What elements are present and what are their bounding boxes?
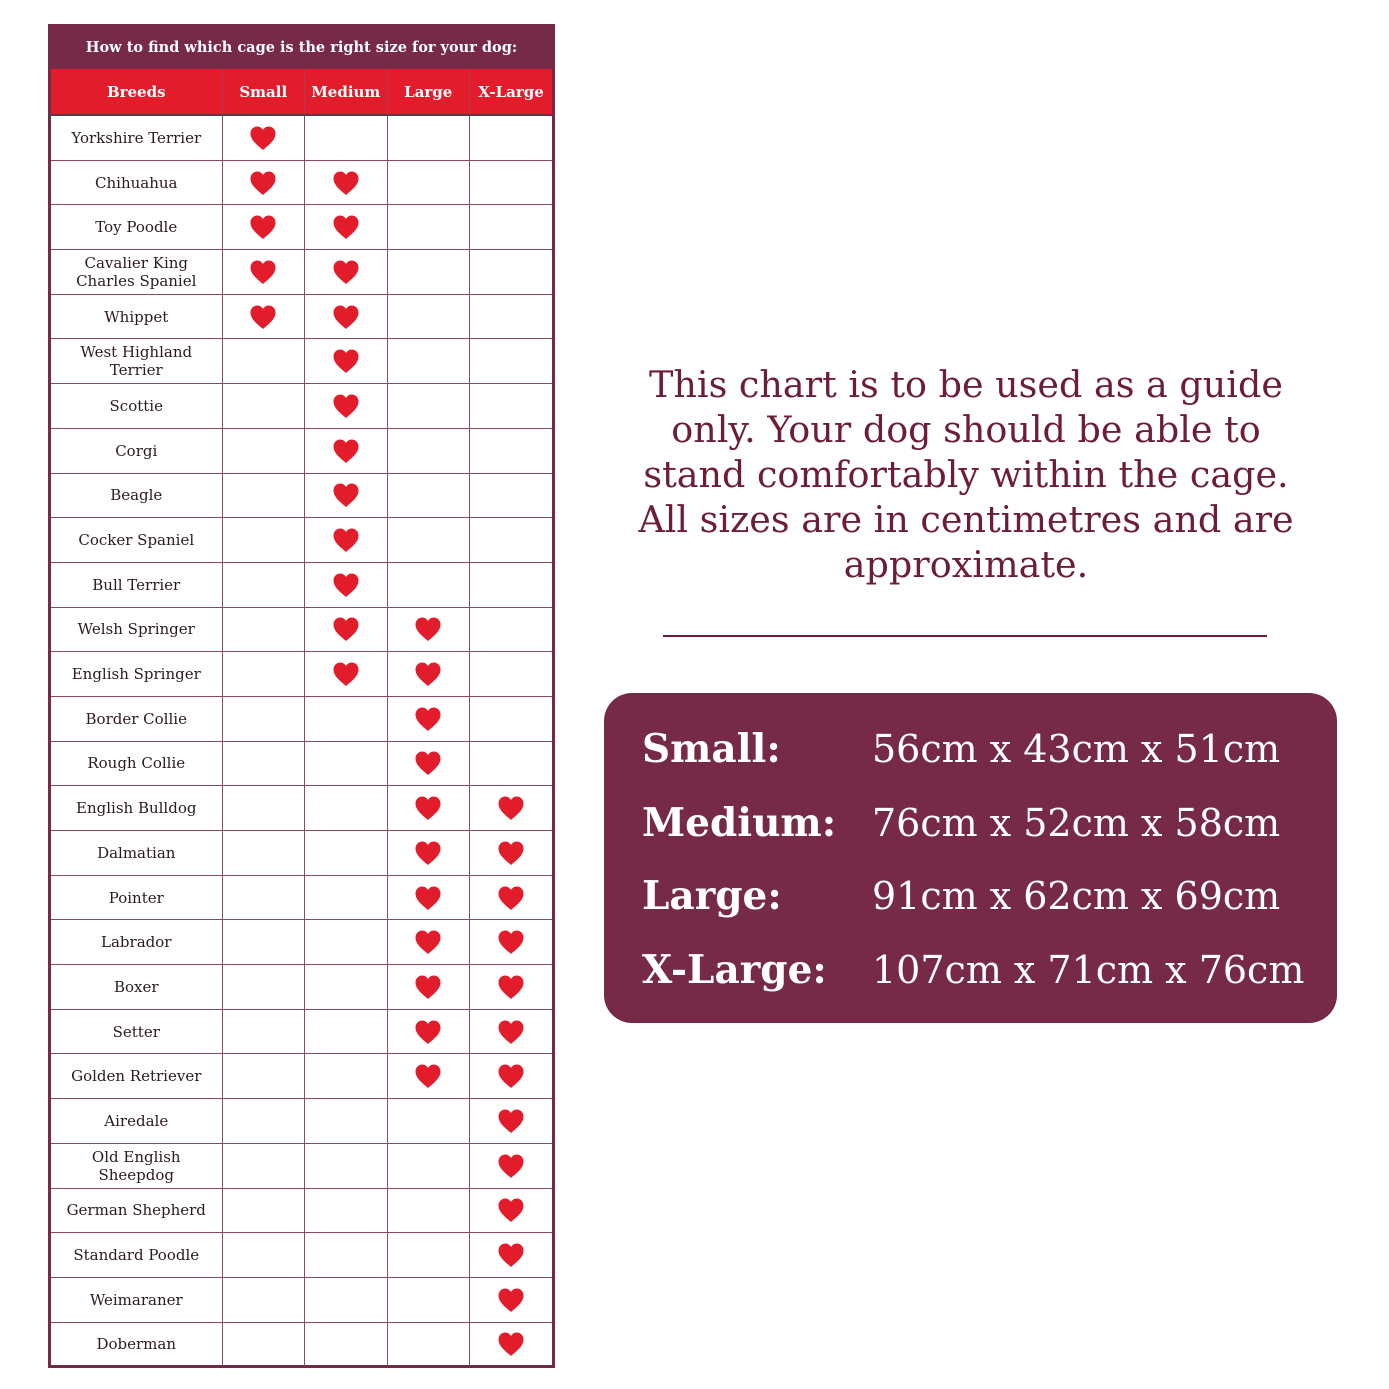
size-cell xyxy=(222,1277,305,1322)
size-cell xyxy=(305,160,388,205)
size-dimensions: 76cm x 52cm x 58cm xyxy=(872,801,1281,845)
size-cell xyxy=(387,920,470,965)
size-row-x-large xyxy=(604,940,1337,1000)
breed-name: English Bulldog xyxy=(76,799,197,818)
size-cell xyxy=(222,384,305,429)
breed-name: Rough Collie xyxy=(87,754,186,773)
heart-icon xyxy=(249,170,277,196)
heart-icon xyxy=(414,616,442,642)
breed-size-table xyxy=(51,69,552,1366)
table-row xyxy=(51,1143,552,1188)
heart-icon xyxy=(497,795,525,821)
size-cell xyxy=(305,1188,388,1233)
size-cell xyxy=(387,384,470,429)
size-cell xyxy=(470,1322,553,1366)
table-row xyxy=(51,339,552,384)
breed-name: German Shepherd xyxy=(66,1201,206,1220)
breed-name: Toy Poodle xyxy=(95,218,178,237)
size-cell xyxy=(470,607,553,652)
heart-icon xyxy=(497,1331,525,1357)
table-row xyxy=(51,920,552,965)
cage-dimensions-panel xyxy=(604,693,1337,1023)
table-row xyxy=(51,1188,552,1233)
size-cell xyxy=(305,1009,388,1054)
heart-icon xyxy=(497,1108,525,1134)
breed-cell xyxy=(51,696,222,741)
table-row xyxy=(51,1054,552,1099)
table-row xyxy=(51,607,552,652)
size-cell xyxy=(222,696,305,741)
size-cell xyxy=(387,1054,470,1099)
size-cell xyxy=(222,473,305,518)
guide-note: This chart is to be used as a guide only. Your dog should be able to stand comfortably within the cage. All sizes are in centimetres and are approximate. xyxy=(638,363,1294,586)
size-cell xyxy=(470,562,553,607)
size-cell xyxy=(470,875,553,920)
size-cell xyxy=(222,160,305,205)
breed-name: Cavalier King Charles Spaniel xyxy=(76,253,197,290)
table-row xyxy=(51,831,552,876)
breed-name: Corgi xyxy=(115,441,158,460)
heart-icon xyxy=(332,661,360,687)
size-cell xyxy=(387,1233,470,1278)
size-cell xyxy=(222,1233,305,1278)
size-cell xyxy=(305,920,388,965)
size-cell xyxy=(387,1099,470,1144)
size-cell xyxy=(305,473,388,518)
size-cell xyxy=(387,696,470,741)
table-row xyxy=(51,1277,552,1322)
table-header-row xyxy=(51,69,552,115)
table-row xyxy=(51,428,552,473)
heart-icon xyxy=(414,840,442,866)
size-cell xyxy=(470,1143,553,1188)
size-cell xyxy=(387,250,470,295)
size-cell xyxy=(470,741,553,786)
size-cell xyxy=(305,518,388,563)
size-cell xyxy=(305,294,388,339)
breed-name: Pointer xyxy=(108,888,164,907)
size-cell xyxy=(305,1143,388,1188)
column-header-large: Large xyxy=(387,69,470,115)
size-cell xyxy=(305,250,388,295)
size-cell xyxy=(222,652,305,697)
table-row xyxy=(51,562,552,607)
breed-cell xyxy=(51,1143,222,1188)
heart-icon xyxy=(414,706,442,732)
size-cell xyxy=(222,250,305,295)
size-cell xyxy=(222,607,305,652)
size-cell xyxy=(222,1009,305,1054)
size-cell xyxy=(470,294,553,339)
size-cell xyxy=(222,920,305,965)
size-cell xyxy=(387,339,470,384)
breed-cell xyxy=(51,384,222,429)
divider xyxy=(663,635,1267,637)
column-header-x-large: X-Large xyxy=(470,69,553,115)
heart-icon xyxy=(332,438,360,464)
table-row xyxy=(51,965,552,1010)
size-cell xyxy=(470,965,553,1010)
breed-cell xyxy=(51,741,222,786)
heart-icon xyxy=(414,795,442,821)
size-row-small xyxy=(604,719,1337,779)
size-cell xyxy=(222,1188,305,1233)
breed-name: Cocker Spaniel xyxy=(78,531,195,550)
size-cell xyxy=(470,115,553,160)
size-cell xyxy=(305,607,388,652)
size-cell xyxy=(470,1009,553,1054)
heart-icon xyxy=(332,572,360,598)
size-cell xyxy=(387,965,470,1010)
size-cell xyxy=(470,339,553,384)
table-row xyxy=(51,115,552,160)
size-row-medium xyxy=(604,793,1337,853)
size-cell xyxy=(305,1233,388,1278)
size-cell xyxy=(387,1322,470,1366)
breed-cell xyxy=(51,473,222,518)
table-row xyxy=(51,205,552,250)
heart-icon xyxy=(332,393,360,419)
size-cell xyxy=(470,831,553,876)
breed-name: Old English Sheepdog xyxy=(91,1147,181,1184)
heart-icon xyxy=(497,1197,525,1223)
heart-icon xyxy=(332,214,360,240)
breed-cell xyxy=(51,607,222,652)
breed-name: Boxer xyxy=(113,977,159,996)
size-cell xyxy=(387,831,470,876)
heart-icon xyxy=(497,840,525,866)
size-cell xyxy=(387,205,470,250)
heart-icon xyxy=(497,1063,525,1089)
size-cell xyxy=(387,294,470,339)
size-cell xyxy=(387,428,470,473)
size-cell xyxy=(387,115,470,160)
size-cell xyxy=(387,1009,470,1054)
size-cell xyxy=(305,786,388,831)
breed-cell xyxy=(51,115,222,160)
breed-cell xyxy=(51,1233,222,1278)
size-cell xyxy=(222,115,305,160)
table-row xyxy=(51,294,552,339)
breed-cell xyxy=(51,1054,222,1099)
size-cell xyxy=(222,562,305,607)
size-cell xyxy=(305,875,388,920)
size-cell xyxy=(305,1277,388,1322)
heart-icon xyxy=(249,259,277,285)
heart-icon xyxy=(332,616,360,642)
heart-icon xyxy=(497,929,525,955)
heart-icon xyxy=(414,1063,442,1089)
breed-name: West Highland Terrier xyxy=(80,343,193,380)
size-cell xyxy=(470,1099,553,1144)
heart-icon xyxy=(497,1242,525,1268)
size-row-large xyxy=(604,866,1337,926)
chart-title: How to find which cage is the right size for your dog: xyxy=(51,27,552,69)
table-row xyxy=(51,518,552,563)
size-cell xyxy=(470,696,553,741)
table-row xyxy=(51,652,552,697)
table-row xyxy=(51,741,552,786)
size-cell xyxy=(222,1099,305,1144)
table-row xyxy=(51,1322,552,1366)
heart-icon xyxy=(497,885,525,911)
size-cell xyxy=(470,384,553,429)
breed-name: Scottie xyxy=(109,396,163,415)
heart-icon xyxy=(497,974,525,1000)
size-cell xyxy=(305,205,388,250)
table-body xyxy=(51,115,552,1366)
size-cell xyxy=(305,741,388,786)
breed-cell xyxy=(51,160,222,205)
breed-name: Standard Poodle xyxy=(73,1246,200,1265)
heart-icon xyxy=(414,750,442,776)
breed-cell xyxy=(51,562,222,607)
breed-name: Labrador xyxy=(101,933,172,952)
size-cell xyxy=(305,831,388,876)
size-cell xyxy=(470,428,553,473)
size-cell xyxy=(387,1188,470,1233)
breed-cell xyxy=(51,652,222,697)
heart-icon xyxy=(249,125,277,151)
breed-name: Beagle xyxy=(110,486,163,505)
heart-icon xyxy=(497,1153,525,1179)
size-cell xyxy=(305,652,388,697)
size-cell xyxy=(470,786,553,831)
size-cell xyxy=(470,1188,553,1233)
breed-name: Golden Retriever xyxy=(71,1067,202,1086)
heart-icon xyxy=(414,1019,442,1045)
size-cell xyxy=(222,741,305,786)
size-cell xyxy=(222,339,305,384)
breed-cell xyxy=(51,428,222,473)
table-row xyxy=(51,1233,552,1278)
size-cell xyxy=(305,562,388,607)
breed-name: Yorkshire Terrier xyxy=(71,128,202,147)
breed-cell xyxy=(51,875,222,920)
size-cell xyxy=(470,205,553,250)
size-cell xyxy=(222,1322,305,1366)
size-cell xyxy=(222,1143,305,1188)
size-label: X-Large: xyxy=(642,947,827,993)
size-cell xyxy=(387,473,470,518)
table-row xyxy=(51,696,552,741)
breed-name: Airedale xyxy=(104,1111,169,1130)
size-cell xyxy=(305,1054,388,1099)
heart-icon xyxy=(414,885,442,911)
table-row xyxy=(51,250,552,295)
breed-name: Whippet xyxy=(104,307,169,326)
size-cell xyxy=(470,1277,553,1322)
heart-icon xyxy=(414,929,442,955)
size-cell xyxy=(222,205,305,250)
table-row xyxy=(51,875,552,920)
breed-cell xyxy=(51,205,222,250)
heart-icon xyxy=(414,661,442,687)
size-cell xyxy=(305,696,388,741)
size-cell xyxy=(305,1322,388,1366)
size-cell xyxy=(222,294,305,339)
breed-name: Dalmatian xyxy=(97,843,176,862)
size-label: Large: xyxy=(642,873,782,919)
size-cell xyxy=(305,428,388,473)
breed-name: Doberman xyxy=(96,1335,177,1354)
table-row xyxy=(51,786,552,831)
size-cell xyxy=(222,831,305,876)
size-cell xyxy=(387,160,470,205)
size-cell xyxy=(222,1054,305,1099)
size-cell xyxy=(222,965,305,1010)
size-cell xyxy=(222,428,305,473)
breed-cell xyxy=(51,831,222,876)
size-cell xyxy=(470,518,553,563)
size-dimensions: 107cm x 71cm x 76cm xyxy=(872,948,1305,992)
size-cell xyxy=(470,473,553,518)
breed-cell xyxy=(51,294,222,339)
table-row xyxy=(51,160,552,205)
heart-icon xyxy=(332,348,360,374)
breed-cell xyxy=(51,1322,222,1366)
heart-icon xyxy=(497,1287,525,1313)
breed-cell xyxy=(51,786,222,831)
column-header-small: Small xyxy=(222,69,305,115)
size-cell xyxy=(222,875,305,920)
breed-cell xyxy=(51,1188,222,1233)
size-cell xyxy=(470,1233,553,1278)
size-cell xyxy=(387,741,470,786)
size-cell xyxy=(470,250,553,295)
breed-cell xyxy=(51,920,222,965)
size-cell xyxy=(470,920,553,965)
size-cell xyxy=(222,786,305,831)
size-cell xyxy=(305,965,388,1010)
breed-name: English Springer xyxy=(71,665,201,684)
breed-name: Welsh Springer xyxy=(77,620,195,639)
size-cell xyxy=(470,160,553,205)
breed-cell xyxy=(51,250,222,295)
heart-icon xyxy=(332,304,360,330)
breed-cell xyxy=(51,1009,222,1054)
size-cell xyxy=(387,562,470,607)
size-cell xyxy=(305,339,388,384)
breed-cell xyxy=(51,518,222,563)
heart-icon xyxy=(332,170,360,196)
size-cell xyxy=(305,384,388,429)
table-row xyxy=(51,1099,552,1144)
size-dimensions: 91cm x 62cm x 69cm xyxy=(872,874,1281,918)
heart-icon xyxy=(249,304,277,330)
breed-name: Bull Terrier xyxy=(92,575,181,594)
breed-cell xyxy=(51,1277,222,1322)
size-cell xyxy=(305,1099,388,1144)
breed-name: Chihuahua xyxy=(95,173,178,192)
table-row xyxy=(51,1009,552,1054)
breed-name: Weimaraner xyxy=(89,1290,183,1309)
size-cell xyxy=(387,607,470,652)
breed-cell xyxy=(51,339,222,384)
breed-cell xyxy=(51,965,222,1010)
column-header-medium: Medium xyxy=(305,69,388,115)
heart-icon xyxy=(249,214,277,240)
breed-name: Setter xyxy=(112,1022,160,1041)
size-cell xyxy=(470,1054,553,1099)
size-dimensions: 56cm x 43cm x 51cm xyxy=(872,727,1281,771)
heart-icon xyxy=(497,1019,525,1045)
cage-size-chart xyxy=(48,24,555,1368)
size-cell xyxy=(387,652,470,697)
column-header-breeds: Breeds xyxy=(51,69,222,115)
heart-icon xyxy=(332,259,360,285)
size-cell xyxy=(470,652,553,697)
size-label: Small: xyxy=(642,726,781,772)
size-label: Medium: xyxy=(642,800,837,846)
heart-icon xyxy=(332,482,360,508)
size-cell xyxy=(305,115,388,160)
size-cell xyxy=(387,1143,470,1188)
breed-name: Border Collie xyxy=(85,709,187,728)
size-cell xyxy=(387,1277,470,1322)
table-row xyxy=(51,384,552,429)
breed-cell xyxy=(51,1099,222,1144)
size-cell xyxy=(387,786,470,831)
size-cell xyxy=(222,518,305,563)
table-row xyxy=(51,473,552,518)
size-cell xyxy=(387,518,470,563)
size-cell xyxy=(387,875,470,920)
heart-icon xyxy=(414,974,442,1000)
heart-icon xyxy=(332,527,360,553)
